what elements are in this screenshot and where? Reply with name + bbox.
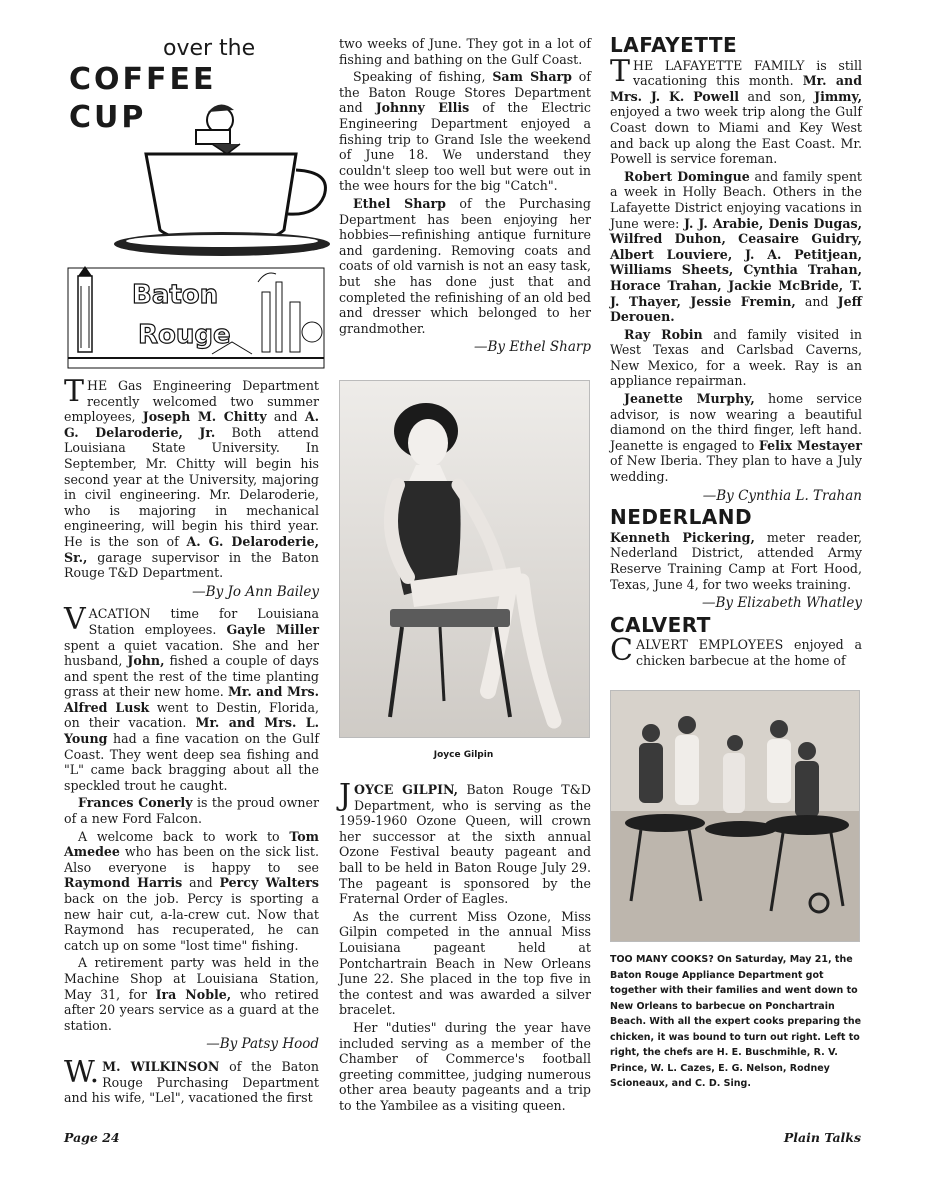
text: A welcome back to work to (78, 828, 280, 844)
column-1 (64, 374, 320, 1108)
article-joyce-gilpin (339, 778, 591, 907)
text: enjoyed a two week trip along the Gulf Coast down to Miami and Key West and back up along the East Coast. Mr. Powell is service foreman. (610, 104, 862, 167)
person-name: Percy Walters (219, 875, 319, 891)
person-name: Mr. and Mrs. Alfred Lusk (64, 684, 319, 715)
text: of the Baton Rouge Purchasing Department and his wife, "Lel", vacationed the first (64, 1058, 319, 1106)
paragraph-falcon (64, 795, 319, 826)
section-heading-calvert: CALVERT (610, 612, 711, 637)
logo-cup: CUP (69, 100, 147, 135)
barbecue-illustration (611, 691, 859, 941)
dropcap: T (64, 374, 85, 409)
byline: —By Patsy Hood (206, 1036, 319, 1053)
person-name: Joseph M. Chitty (142, 409, 267, 425)
person-name: Raymond Harris (64, 875, 183, 891)
column-3 (610, 34, 862, 671)
person-name: Ray Robin (624, 326, 703, 342)
photo-barbecue (610, 690, 860, 942)
text: garage supervisor in the Baton Rouge T&D Department. (64, 549, 319, 581)
text: home service advisor, is now wearing a beautiful diamond on the third finger, left hand. Jeanette is engaged to (610, 391, 862, 453)
coffee-cup-illustration (62, 92, 332, 272)
article-calvert (610, 633, 862, 669)
logo-rouge: Rouge (138, 320, 231, 350)
text: of the Purchasing Department has been enjoying her hobbies—refinishing antique furniture and gardening. Removing coats and coats of old varnish is not an easy task, but she has done just that and completed the refinishing of an old bed and dresser which belonged to her grandmother. (339, 195, 591, 336)
person-name: Felix Mestayer (758, 437, 862, 453)
person-name: Ethel Sharp (353, 195, 446, 211)
column-2-lower (339, 778, 591, 1115)
paragraph-fishing (339, 69, 591, 194)
section-heading-nederland: NEDERLAND (610, 505, 753, 530)
paragraph-robin (610, 327, 862, 389)
person-name: Jimmy, (814, 88, 862, 104)
text: spent a quiet vacation. She and her husband, (64, 637, 319, 669)
text: A retirement party was held in the Machine Shop at Louisiana Station, May 31, for (64, 955, 319, 1002)
paragraph-domingue (610, 169, 862, 325)
logo-over-the: over the (163, 36, 256, 61)
paragraph-miss-ozone: As the current Miss Ozone, Miss Gilpin competed in the annual Miss Louisiana pageant held at Pontchartrain Beach in New Orleans June 22. She placed in the top five in the contest and was awarded a silver bracelet. (339, 908, 591, 1018)
person-name: Ira Noble, (155, 986, 232, 1002)
text: who has been on the sick list. Also everyone is happy to see (64, 844, 319, 875)
person-names: J. J. Arabie, Denis Dugas, Wilfred Duhon, Ceasaire Guidry, Albert Louviere, J. A. Petitjean, Williams Sheets, Cynthia Trahan, Horace Trahan, Jackie McBride, T. J. Thayer, Jessie Fremin, (610, 215, 862, 309)
dropcap: V (64, 602, 86, 638)
text: Baton Rouge T&D Department, who is serving as the 1959-1960 Ozone Queen, will crown her successor at the sixth annual Ozone Festival beauty pageant and ball to be held in Baton Rouge July 29. The pageant is sponsored by the Fraternal Order of Eagles. (339, 782, 591, 907)
text: of the Baton Rouge Stores Department and (339, 69, 591, 116)
person-name: Mr. and Mrs. L. Young (64, 715, 320, 747)
byline: —By Cynthia L. Trahan (702, 487, 862, 504)
article-lafayette (610, 53, 862, 167)
page-number: Page 24 (64, 1130, 120, 1145)
paragraph-murphy (610, 391, 862, 485)
person-name: A. G. Delaroderie, Jr. (64, 409, 319, 440)
person-name: Frances Conerly (78, 795, 193, 811)
article-vacation (64, 602, 320, 793)
person-name: Robert Domingue (624, 168, 750, 184)
text: ALVERT EMPLOYEES enjoyed a chicken barbecue at the home of (635, 637, 862, 668)
publication-title: Plain Talks (783, 1130, 861, 1145)
paragraph-welcome (64, 829, 319, 954)
person-name: Johnny Ellis (375, 100, 470, 116)
baton-rouge-skyline (62, 262, 330, 372)
column-2 (339, 36, 591, 362)
person-name: Gayle Miller (226, 621, 319, 637)
text: Speaking of fishing, (353, 69, 486, 85)
paragraph-retirement (64, 955, 319, 1033)
text: fished a couple of days and spent the rest of the time planting grass at their new home. (64, 653, 319, 700)
photo-joyce-gilpin (339, 380, 590, 738)
text: Both attend Louisiana State University. In September, Mr. Chitty will begin his second year at the University, majoring in civil engineering. Mr. Delaroderie, who is majoring in mechanical engineering, will begin his third year. He is the son of (64, 424, 319, 549)
text: and (804, 293, 829, 309)
text: and son, (747, 88, 806, 104)
text: HE Gas Engineering Department recently welcomed two summer employees, (64, 378, 319, 425)
section-heading-lafayette: LAFAYETTE (610, 33, 738, 57)
text: and (273, 409, 298, 425)
person-name: Jeff Derouen. (610, 293, 862, 325)
article-nederland (610, 530, 862, 592)
text: and (189, 875, 213, 891)
text: meter reader, Nederland District, attended Army Reserve Training Camp at Fort Hood, Texas, June 4, for two weeks training. (610, 529, 862, 592)
dropcap: C (610, 633, 633, 669)
dropcap: T (610, 53, 631, 89)
text: went to Destin, Florida, on their vacation. (64, 699, 319, 731)
person-name: Jeanette Murphy, (624, 391, 755, 407)
person-name: Mr. and Mrs. J. K. Powell (610, 73, 862, 104)
person-name: A. G. Delaroderie, Sr., (64, 533, 319, 565)
person-name: Sam Sharp (492, 69, 572, 85)
logo-baton: Baton (132, 280, 219, 310)
text: of the Electric Engineering Department enjoyed a fishing trip to Grand Isle the weekend of June 18. We understand they couldn't sleep too well but were out in the wee hours for the big "Catch". (339, 100, 591, 194)
person-name: OYCE GILPIN, (354, 782, 459, 797)
byline: —By Jo Ann Bailey (192, 583, 319, 600)
person-name: John, (127, 653, 165, 669)
text: of New Iberia. They plan to have a July wedding. (610, 453, 862, 485)
byline: —By Ethel Sharp (474, 339, 591, 356)
dropcap: W. (64, 1054, 100, 1090)
dropcap: J (339, 778, 352, 813)
photo-caption: Joyce Gilpin (433, 750, 494, 760)
text: and family spent a week in Holly Beach. Others in the Lafayette District enjoying vacations in June were: (610, 168, 862, 231)
person-name: Kenneth Pickering, (610, 529, 755, 545)
text: ACATION time for Louisiana Station employees. (88, 606, 319, 637)
logo-coffee: COFFEE (69, 62, 217, 97)
article-gas-engineering (64, 374, 319, 581)
paragraph-ethel (339, 196, 591, 336)
text: and family visited in West Texas and Carlsbad Caverns, New Mexico, for a week. Ray is an appliance repairman. (610, 326, 862, 389)
person-name: Tom Amedee (64, 828, 319, 860)
text: HE LAFAYETTE FAMILY is still vacationing this month. (633, 57, 862, 89)
photo-caption: TOO MANY COOKS? On Saturday, May 21, the Baton Rouge Appliance Department got together with their families and went down to New Orleans to barbecue on Ponchartrain Beach. With all the expert cooks preparing the chicken, it was bound to turn out right. Left to right, the chefs are H. E. Buschmihle, R. V. Prince, W. L. Cazes, E. G. Nelson, Rodney Scioneaux, and C. D. Sing. (610, 954, 862, 1089)
paragraph-continued: two weeks of June. They got in a lot of fishing and bathing on the Gulf Coast. (339, 36, 591, 67)
text: who retired after 20 years service as a guard at the station. (64, 986, 319, 1033)
text: had a fine vacation on the Gulf Coast. They went deep sea fishing and "L" came back bragging about all the speckled trout he caught. (64, 731, 319, 793)
text: is the proud owner of a new Ford Falcon. (64, 795, 319, 827)
byline: —By Elizabeth Whatley (701, 595, 862, 612)
text: back on the job. Percy is sporting a new hair cut, a-la-crew cut. Now that Raymond has recuperated, he can catch up on some "lost time" fishing. (64, 891, 319, 953)
portrait-illustration (340, 381, 589, 737)
paragraph-duties: Her "duties" during the year have included serving as a member of the Chamber of Commerce's football greeting committee, judging numerous other area beauty pageants and a trip to the Yambilee as a visiting queen. (339, 1019, 591, 1113)
article-wilkinson (64, 1054, 319, 1106)
person-name: M. WILKINSON (102, 1058, 220, 1074)
